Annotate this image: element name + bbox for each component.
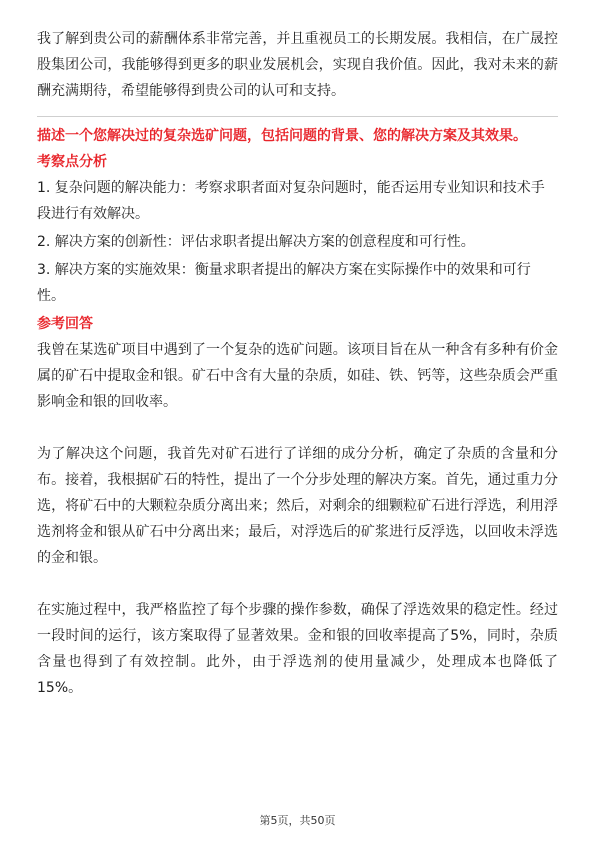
page-content [37, 26, 558, 701]
analysis-list [37, 175, 558, 309]
answer-paragraph: 为了解决这个问题，我首先对矿石进行了详细的成分分析，确定了杂质的含量和分布。接着，我根据矿石的特性，提出了一个分步处理的解决方案。首先，通过重力分选，将矿石中的大颗粒杂质分离出来；然后，对剩余的细颗粒矿石进行浮选，利用浮选剂将金和银从矿石中分离出来；最后，对浮选后的矿浆进行反浮选，以回收未浮选的金和银。 [37, 446, 558, 566]
analysis-item: 2. 解决方案的创新性：评估求职者提出解决方案的创意程度和可行性。 [37, 234, 475, 250]
answer-paragraph: 我曾在某选矿项目中遇到了一个复杂的选矿问题。该项目旨在从一种含有多种有价金属的矿石中提取金和银。矿石中含有大量的杂质，如硅、铁、钙等，这些杂质会严重影响金和银的回收率。 [37, 342, 558, 410]
question-title: 描述一个您解决过的复杂选矿问题，包括问题的背景、您的解决方案及其效果。 [37, 128, 527, 144]
analysis-item: 1. 复杂问题的解决能力：考察求职者面对复杂问题时，能否运用专业知识和技术手段进行有效解决。 [37, 180, 545, 222]
answer-paragraph: 在实施过程中，我严格监控了每个步骤的操作参数，确保了浮选效果的稳定性。经过一段时间的运行，该方案取得了显著效果。金和银的回收率提高了5%，同时，杂质含量也得到了有效控制。此外，由于浮选剂的使用量减少，处理成本也降低了15%。 [37, 602, 558, 696]
section-divider [37, 116, 558, 117]
intro-paragraph: 我了解到贵公司的薪酬体系非常完善，并且重视员工的长期发展。我相信，在广晟控股集团公司，我能够得到更多的职业发展机会，实现自我价值。因此，我对未来的薪酬充满期待，希望能够得到贵公司的认可和支持。 [37, 31, 558, 99]
page-number-footer: 第5页，共50页 [259, 814, 336, 827]
paragraph-gap [37, 571, 558, 597]
answer-heading: 参考回答 [37, 316, 93, 332]
paragraph-gap [37, 415, 558, 441]
analysis-item: 3. 解决方案的实施效果：衡量求职者提出的解决方案在实际操作中的效果和可行性。 [37, 262, 531, 304]
analysis-heading: 考察点分析 [37, 154, 107, 170]
